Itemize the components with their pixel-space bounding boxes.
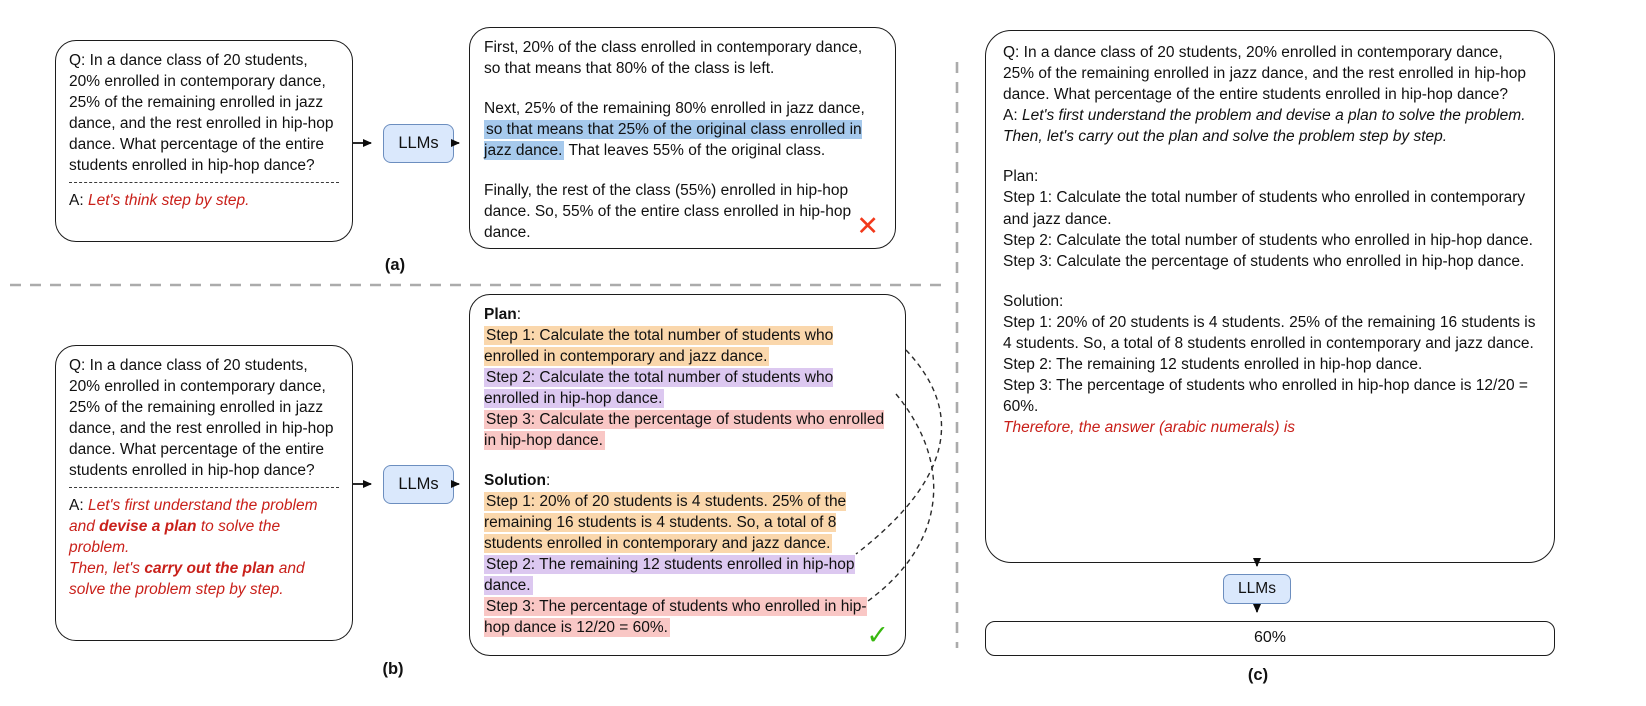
answer-extraction-trigger: Therefore, the answer (arabic numerals) is [1003,419,1296,437]
solution-step-2: Step 2: The remaining 12 students enrolled in hip-hop dance. [484,556,855,594]
llms-box-b: LLMs [383,465,454,504]
llms-box-a: LLMs [383,124,454,163]
trigger-devise-a-plan: devise a plan [99,518,197,535]
trigger-seg-1: Let's first understand the problem and [69,497,318,535]
plan-step-2-line [484,367,891,409]
trigger-seg-6: and solve the problem step by step. [69,560,305,598]
plan-step-1: Step 1: Calculate the total number of students who enrolled in contemporary and jazz dance. [1003,189,1526,228]
zero-shot-cot-output-box [469,27,896,249]
solution-heading: Solution: [1003,292,1064,310]
blank-line [1003,272,1537,291]
plan-heading: Plan [484,306,517,323]
llms-box-c: LLMs [1223,574,1291,604]
panel-label-a: (a) [384,256,406,274]
solution-step-1-line [484,491,891,554]
plan-and-solve-output-box [469,294,906,656]
plan-step-3: Step 3: Calculate the percentage of students who enrolled in hip-hop dance. [484,411,885,449]
question-text: Q: In a dance class of 20 students, 20% enrolled in contemporary dance, 25% of the remaining enrolled in jazz dance, and the rest enrolled in hip-hop dance. What percentage of the entire students enrolled in hip-hop dance? [69,52,334,174]
trigger-carry-out-the-plan: carry out the plan [144,560,275,577]
paragraph-2-pre: Next, 25% of the remaining 80% enrolled in jazz dance, [484,100,865,117]
trigger-seg-3: to solve the problem. [69,518,281,556]
error-highlight: so that means that 25% of the original class enrolled in jazz dance. [484,121,862,159]
solution-step-1: Step 1: 20% of 20 students is 4 students. 25% of the remaining 16 students is 4 students. So, a total of 8 students enrolled in contemporary and jazz dance. [1003,313,1536,352]
solution-heading-line [484,470,891,491]
solution-step-2-line [484,554,891,596]
zero-shot-cot-question-box [55,40,353,242]
question-text: Q: In a dance class of 20 students, 20% enrolled in contemporary dance, 25% of the remaining enrolled in jazz dance, and the rest enrolled in hip-hop dance. What percentage of the entire students enrolled in hip-hop dance? [69,357,334,479]
plan-step-1-line [484,325,891,367]
answer-prefix: A: [1003,107,1022,125]
plan-step-1: Step 1: Calculate the total number of students who enrolled in contemporary and jazz dance. [484,327,834,365]
answer-prefix: A: [69,192,88,209]
blank-line [484,451,891,470]
panel-label-b: (b) [382,660,404,678]
solution-step-2: Step 2: The remaining 12 students enrolled in hip-hop dance. [1003,356,1423,374]
plan-step-3: Step 3: Calculate the percentage of students who enrolled in hip-hop dance. [1003,252,1525,270]
final-answer-box: 60% [985,621,1555,656]
plan-and-solve-question-box [55,345,353,641]
answer-trigger-line-1 [1003,105,1537,126]
dashed-separator [69,182,339,183]
solution-step-3-line [484,596,891,638]
correct-answer-icon: ✓ [866,620,889,650]
plan-step-2: Step 2: Calculate the total number of students who enrolled in hip-hop dance. [484,369,834,407]
panel-label-c: (c) [1247,666,1269,684]
trigger-seg-4: Then, let's [69,560,145,577]
output-paragraph-3: Finally, the rest of the class (55%) enrolled in hip-hop dance. So, 55% of the entire class enrolled in hip-hop dance. [484,182,852,241]
question-text: Q: In a dance class of 20 students, 20% enrolled in contemporary dance, 25% of the remaining enrolled in jazz dance, and the rest enrolled in hip-hop dance. What percentage of the entire students enrolled in hip-hop dance? [1003,44,1527,104]
solution-colon: : [546,472,551,489]
solution-step-1: Step 1: 20% of 20 students is 4 students. 25% of the remaining 16 students is 4 students. So, a total of 8 students enrolled in contemporary and jazz dance. [484,493,847,552]
answer-prefix: A: [69,497,88,514]
solution-step-3: Step 3: The percentage of students who enrolled in hip-hop dance is 12/20 = 60%. [484,598,867,636]
solution-heading: Solution [484,472,546,489]
output-paragraph-2 [484,98,881,161]
answer-extraction-prompt-box [985,30,1555,563]
plan-heading: Plan: [1003,168,1039,186]
plan-heading-line [484,304,891,325]
output-paragraph-1: First, 20% of the class enrolled in contemporary dance, so that means that 80% of the class is left. [484,39,863,77]
plan-step-3-line [484,409,891,451]
plan-colon: : [516,306,522,323]
paragraph-2-post: That leaves 55% of the original class. [564,142,826,159]
blank-line [1003,147,1537,166]
dashed-separator [69,487,339,488]
trigger-line-2: Then, let's carry out the plan and solve the problem step by step. [1003,128,1448,146]
plan-step-2: Step 2: Calculate the total number of students who enrolled in hip-hop dance. [1003,231,1533,249]
wrong-answer-icon: ✕ [856,211,879,241]
answer-trigger-line [69,190,339,211]
answer-trigger-line-2 [69,558,339,600]
answer-trigger-line-1 [69,495,339,558]
trigger-line-1: Let's first understand the problem and devise a plan to solve the problem. [1021,107,1526,125]
cot-trigger-text: Let's think step by step. [87,192,250,209]
solution-step-3: Step 3: The percentage of students who enrolled in hip-hop dance is 12/20 = 60%. [1003,377,1528,416]
